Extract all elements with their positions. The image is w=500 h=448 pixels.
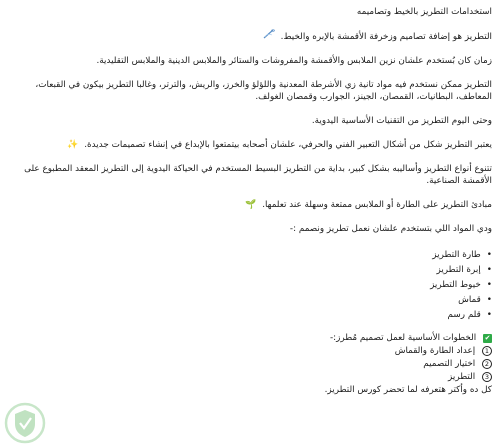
step-item	[8, 345, 492, 357]
step-item	[8, 371, 492, 383]
needle-icon	[263, 29, 275, 43]
steps-heading	[8, 332, 492, 344]
paragraph-materials-intro: ودي المواد اللي بتستخدم علشان نعمل تطريز ونصمم :-	[289, 224, 492, 234]
paragraph-types: تتنوع أنواع التطريز وأساليبه بشكل كبير، بداية من التطريز البسيط المستخدم في الحياكة اليدوية إلى التطريز المعقد المطبوع على الأقمشة الصناعية.	[24, 164, 492, 186]
paragraph-art	[8, 139, 492, 151]
closing-line: كل ده وأكتر هتعرفه لما تحضر كورس التطريز.	[324, 385, 492, 395]
paragraph-history: زمان كان بُستخدم علشان نزين الملابس والأقمشة والمفروشات والستائر والملابس الدينية والملابس التقليدية.	[96, 56, 492, 66]
tools-list	[8, 249, 492, 321]
step-number: 2	[482, 359, 492, 369]
paragraph-today: وحتى اليوم التطريز من التقنيات الأساسية اليدوية.	[311, 116, 492, 126]
step-text: إعداد الطارة والقماش	[394, 346, 476, 356]
step-text: اختيار التصميم	[423, 359, 476, 369]
paragraph-principles	[8, 199, 492, 211]
list-item: • خيوط التطريز	[8, 279, 492, 291]
paragraph-text: التطريز هو إضافة تصاميم وزخرفة الأقمشة بالإبره والخيط.	[280, 32, 492, 42]
list-item: • طارة التطريز	[8, 249, 492, 261]
check-mark-icon: ✔	[484, 334, 491, 342]
sparkles-icon: ✨	[67, 140, 79, 150]
step-text: التطريز	[448, 372, 476, 382]
list-item: • إبرة التطريز	[8, 264, 492, 276]
list-item: • قماش	[8, 294, 492, 306]
document-title: استخدامات التطريز بالخيط وتصاميمه	[356, 7, 492, 17]
list-item: • قلم رسم	[8, 309, 492, 321]
paragraph-definition	[8, 29, 492, 43]
steps-heading-text: الخطوات الأساسية لعمل تصميم مُطرز:-	[329, 333, 477, 343]
paragraph-text: مبادئ التطريز على الطارة أو الملابس ممتعة وسهلة عند تعلمها.	[262, 200, 492, 210]
paragraph-text: يعتبر التطريز شكل من أشكال التعبير الفني والحرفي، علشان أصحابه بيتمتعوا بالإبداع في إنشاء تصميمات جديدة.	[84, 140, 492, 150]
paragraph-materials: التطريز ممكن نستخدم فيه مواد تانية زي الأشرطة المعدنية واللؤلؤ والخرز، والريش، والترتر، وغالبا التطريز بيكون في القبعات، المعاطف، البطانيات، القمصان، الجينز، الجوارب وقمصان الغولف.	[35, 80, 492, 102]
step-number: 3	[482, 372, 492, 382]
step-item	[8, 358, 492, 370]
step-number: 1	[482, 346, 492, 356]
site-logo	[4, 402, 46, 444]
seedling-icon: 🌱	[245, 200, 257, 210]
